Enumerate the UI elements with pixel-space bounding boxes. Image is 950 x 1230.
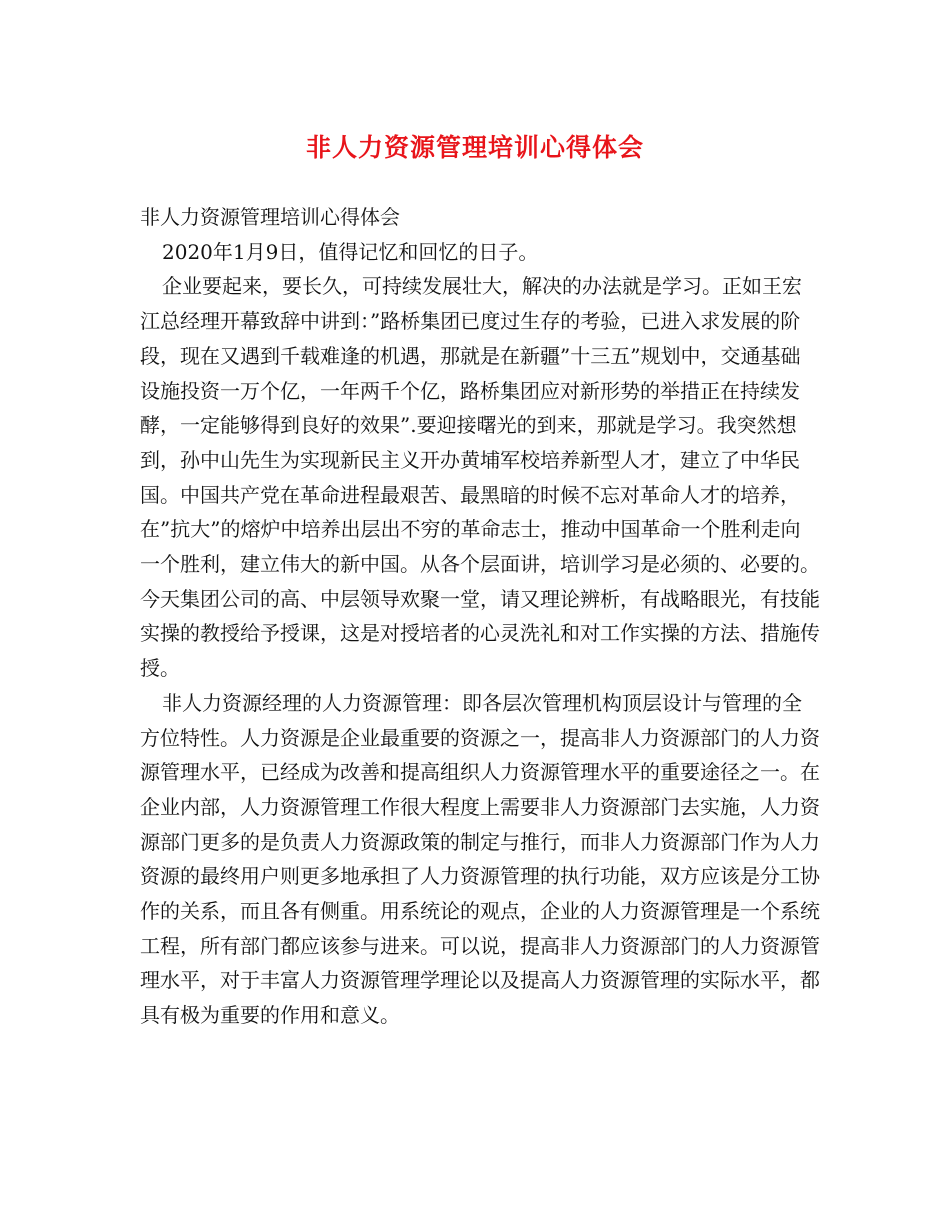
paragraph-learning: 企业要起来，要长久，可持续发展壮大，解决的办法就是学习。正如王宏江总经理开幕致辞中讲到：”路桥集团已度过生存的考验，已进入求发展的阶段，现在又遇到千载难逢的机遇，那就是在新疆”十三五”规划中，交通基础设施投资一万个亿，一年两千个亿，路桥集团应对新形势的举措正在持续发酵，一定能够得到良好的效果”.要迎接曙光的到来，那就是学习。我突然想到，孙中山先生为实现新民主义开办黄埔军校培养新型人才，建立了中华民国。中国共产党在革命进程最艰苦、最黑暗的时候不忘对革命人才的培养，在”抗大”的熔炉中培养出层出不穷的革命志士，推动中国革命一个胜利走向一个胜利，建立伟大的新中国。从各个层面讲，培训学习是必须的、必要的。今天集团公司的高、中层领导欢聚一堂，请又理论辨析，有战略眼光，有技能实操的教授给予授课，这是对授培者的心灵洗礼和对工作实操的方法、措施传授。: [140, 274, 820, 681]
document-subtitle: 非人力资源管理培训心得体会: [140, 205, 400, 229]
paragraph-hr-management: 非人力资源经理的人力资源管理：即各层次管理机构顶层设计与管理的全方位特性。人力资源是企业最重要的资源之一，提高非人力资源部门的人力资源管理水平，已经成为改善和提高组织人力资源管理水平的重要途径之一。在企业内部，人力资源管理工作很大程度上需要非人力资源部门去实施，人力资源部门更多的是负责人力资源政策的制定与推行，而非人力资源部门作为人力资源的最终用户则更多地承担了人力资源管理的执行功能，双方应该是分工协作的关系，而且各有侧重。用系统论的观点，企业的人力资源管理是一个系统工程，所有部门都应该参与进来。可以说，提高非人力资源部门的人力资源管理水平，对于丰富人力资源管理学理论以及提高人力资源管理的实际水平，都具有极为重要的作用和意义。: [140, 690, 820, 1028]
paragraph-date: 2020年1月9日，值得记忆和回忆的日子。: [162, 239, 539, 264]
document-title: 非人力资源管理培训心得体会: [305, 133, 644, 162]
document-body: [140, 200, 820, 1033]
